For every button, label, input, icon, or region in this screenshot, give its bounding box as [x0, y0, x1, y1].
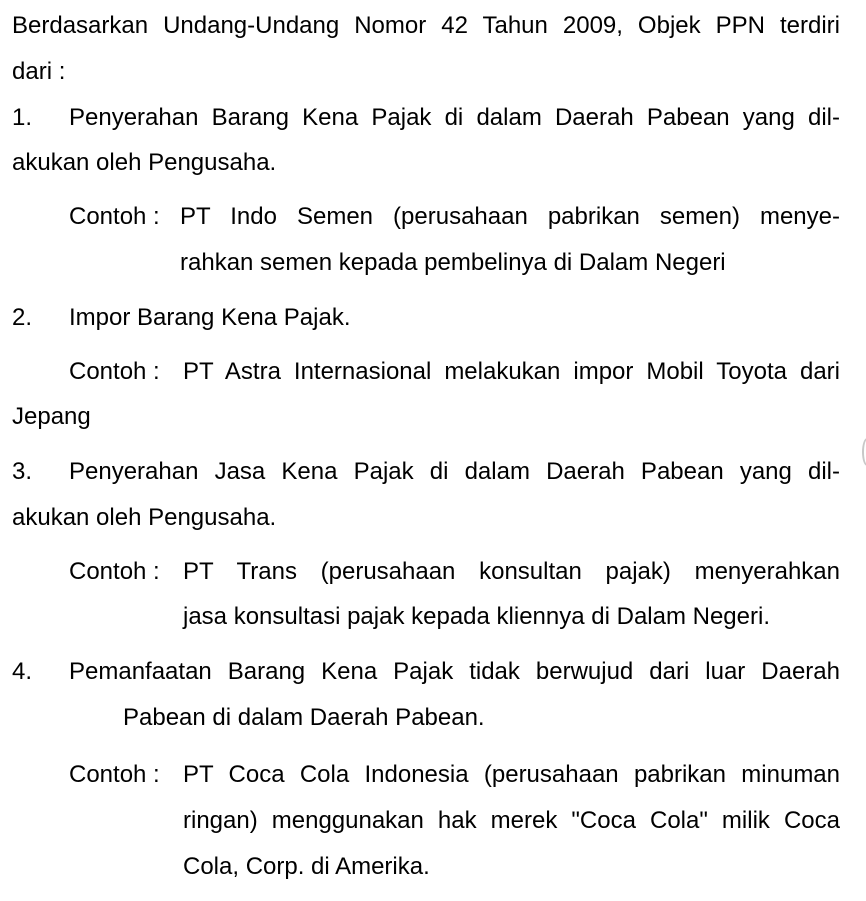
item-1-example-label: Contoh : [69, 203, 160, 230]
item-3-text-1: Penyerahan Jasa Kena Pajak di dalam Daerah Pabean yang dil- [69, 458, 840, 485]
item-2-number: 2. [12, 304, 33, 331]
intro-text-1: Berdasarkan Undang-Undang Nomor 42 Tahun 2009, Objek PPN terdiri [12, 12, 840, 39]
item-4-line-1 [69, 657, 840, 687]
item-1-line-1 [69, 103, 840, 133]
item-2-example-line-1 [183, 357, 840, 387]
intro-line-2: dari : [12, 58, 66, 85]
intro-line-1 [12, 11, 840, 41]
item-3-example-line-1 [183, 557, 840, 587]
item-2-example-label: Contoh : [69, 358, 160, 385]
item-3-line-1 [69, 457, 840, 487]
item-4-example-text-1: PT Coca Cola Indonesia (perusahaan pabrikan minuman [183, 761, 840, 788]
item-2-line-1: Impor Barang Kena Pajak. [69, 304, 351, 331]
item-1-example-line-1 [180, 202, 840, 232]
item-3-example-text-1: PT Trans (perusahaan konsultan pajak) menyerahkan [183, 558, 840, 585]
item-3-example-line-2: jasa konsultasi pajak kepada kliennya di Dalam Negeri. [183, 603, 770, 630]
item-4-example-label: Contoh : [69, 761, 160, 788]
item-1-line-2: akukan oleh Pengusaha. [12, 149, 277, 176]
item-1-number: 1. [12, 104, 33, 131]
item-4-example-line-3: Cola, Corp. di Amerika. [183, 853, 430, 880]
item-2-example-text-1: PT Astra Internasional melakukan impor Mobil Toyota dari [183, 358, 840, 385]
item-4-example-text-2: ringan) menggunakan hak merek "Coca Cola" milik Coca [183, 807, 840, 834]
item-1-example-line-2: rahkan semen kepada pembelinya di Dalam Negeri [180, 249, 726, 276]
item-3-line-2: akukan oleh Pengusaha. [12, 504, 277, 531]
item-3-number: 3. [12, 458, 33, 485]
item-1-text-1: Penyerahan Barang Kena Pajak di dalam Daerah Pabean yang dil- [69, 104, 840, 131]
item-4-line-2: Pabean di dalam Daerah Pabean. [123, 704, 485, 731]
item-4-example-line-1 [183, 760, 840, 790]
item-3-example-label: Contoh : [69, 558, 160, 585]
item-2-example-line-2: Jepang [12, 403, 91, 430]
item-4-number: 4. [12, 658, 33, 685]
item-1-example-text-1: PT Indo Semen (perusahaan pabrikan semen) menye- [180, 203, 840, 230]
item-4-text-1: Pemanfaatan Barang Kena Pajak tidak berwujud dari luar Daerah [69, 658, 840, 685]
item-4-example-line-2 [183, 806, 840, 836]
edge-artifact [862, 438, 866, 466]
